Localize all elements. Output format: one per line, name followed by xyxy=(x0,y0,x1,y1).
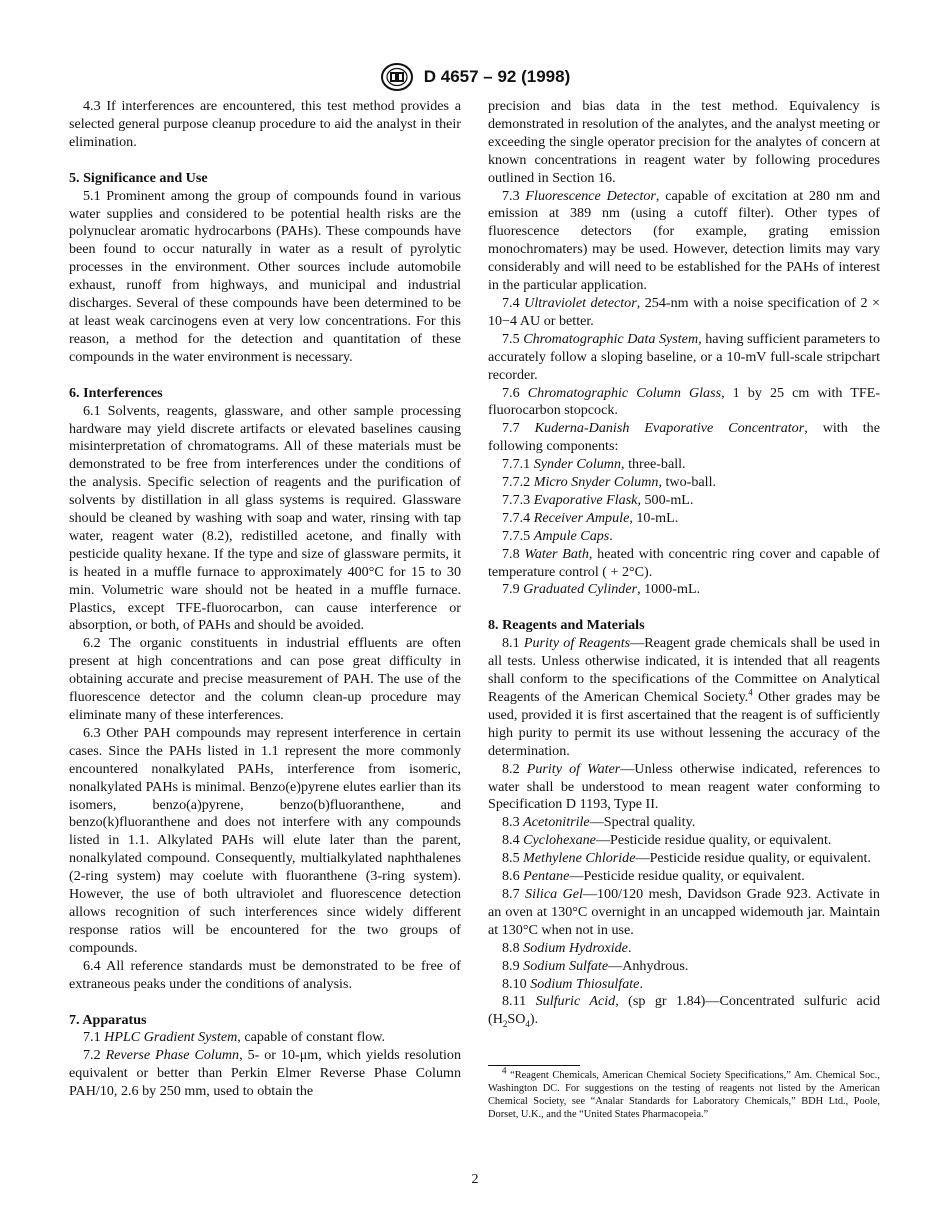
list-item: 8.8 Sodium Hydroxide. xyxy=(502,939,632,956)
page-header xyxy=(0,62,950,92)
paragraph-6-3: 6.3 Other PAH compounds may represent interference in certain cases. Since the PAHs listed in 1.1 represent the more commonly encountered nonalkylated PAHs, interference from isomeric, nonalkylated PAHs is minimal. Benzo(e)pyrene elutes earlier than its isomers, benzo(a)pyrene, benzo(b)fluoranthene, and benzo(k)fluoranthene and does not interfere with any compounds listed in 1.1. Alkylated PAHs will elute later than the parent, nonalkylated compound. Consequently, multialkylated naphthalenes (2-ring system) may coelute with fluoranthene (3-ring system). However, the use of both ultraviolet and fluorescence detection allows recognition of such interferences since widely different response ratios will be encountered for the two groups of compounds. xyxy=(69,724,461,956)
list-item: 8.3 Acetonitrile—Spectral quality. xyxy=(502,814,696,831)
list-item: 7.7.2 Micro Snyder Column, two-ball. xyxy=(502,474,717,491)
section-8-heading: 8. Reagents and Materials xyxy=(488,617,645,634)
page-number: 2 xyxy=(471,1172,479,1187)
left-column xyxy=(69,98,461,1101)
list-item: 7.4 Ultraviolet detector, 254-nm with a noise specification of 2 × 10−4 AU or better. xyxy=(488,294,881,329)
paragraph-4-3: 4.3 If interferences are encountered, this test method provides a selected general purpose cleanup procedure to aid the analyst in their elimination. xyxy=(69,98,461,150)
paragraph-7-2-continued: precision and bias data in the test method. Equivalency is demonstrated in resolution of the analytes, and the analyst meeting or exceeding the single operator precision for the analytes of concern at known concentrations in reagent water by following procedures outlined in Section 16. xyxy=(488,98,880,186)
footnote-4: $^4$ “Reagent Chemicals, American Chemical Society Specifications,” Am. Chemical Soc., Washington DC. For suggestions on the testing of reagents not listed by the American Chemical Society, see “Analar Standards for Laboratory Chemicals,” BDH Ltd., Poole, Dorset, U.K., and the “United States Pharmacopeia.” xyxy=(488,1065,880,1120)
list-item: 8.5 Methylene Chloride—Pesticide residue quality, or equivalent. xyxy=(502,850,871,867)
list-item: 8.10 Sodium Thiosulfate. xyxy=(502,975,643,992)
astm-logo-icon xyxy=(380,62,414,92)
list-item: 7.7 Kuderna-Danish Evaporative Concentrator, with the following components: xyxy=(488,420,880,455)
paragraph-7-2: 7.2 Reverse Phase Column, 5- or 10-μm, which yields resolution equivalent or better than Perkin Elmer Reverse Phase Column PAH/10, 2.6 by 250 mm, used to obtain the xyxy=(69,1047,461,1100)
list-item: 7.7.5 Ampule Caps. xyxy=(502,527,613,544)
paragraph-8-1: 8.1 Purity of Reagents—Reagent grade chemicals shall be used in all tests. Unless otherwise indicated, it is intended that all reagents shall conform to the specifications of the Committee on Analytical Reagents of the American Chemical Society.$^4$ Other grades may be used, provided it is first ascertained that the reagent is of sufficiently high purity to permit its use without lessening the accuracy of the determination. xyxy=(488,635,881,759)
list-item: 7.5 Chromatographic Data System, having sufficient parameters to accurately follow a sloping baseline, or a 10-mV full-scale stripchart recorder. xyxy=(488,330,880,383)
footnote-ref: 4 xyxy=(748,687,753,698)
list-item: 7.9 Graduated Cylinder, 1000-mL. xyxy=(502,581,701,598)
section-6-heading: 6. Interferences xyxy=(69,384,163,401)
list-item: 7.7.4 Receiver Ampule, 10-mL. xyxy=(502,509,679,526)
reagents-list xyxy=(488,761,880,994)
list-item: 8.4 Cyclohexane—Pesticide residue quality, or equivalent. xyxy=(502,832,832,849)
list-item: 8.2 Purity of Water—Unless otherwise indicated, references to water shall be understood to mean reagent water conforming to Specification D 1193, Type II. xyxy=(488,760,881,813)
list-item: 7.7.1 Synder Column, three-ball. xyxy=(502,456,686,473)
list-item: 8.7 Silica Gel—100/120 mesh, Davidson Grade 923. Activate in an oven at 130°C overnight in an uncapped widemouth jar. Maintain at 130°C when not in use. xyxy=(488,885,880,938)
list-item: 7.3 Fluorescence Detector, capable of excitation at 280 nm and emission at 389 nm (using a cutoff filter). Other types of fluorescence detectors (for example, grating emission monochromaters) may be used. However, detection limits may vary considerably and will need to be established for the PAHs of interest in the particular application. xyxy=(488,187,880,294)
right-column xyxy=(488,98,880,1121)
list-item: 8.6 Pentane—Pesticide residue quality, or equivalent. xyxy=(502,868,805,885)
paragraph-7-1: 7.1 HPLC Gradient System, capable of constant flow. xyxy=(83,1029,386,1046)
document-designation: D 4657 – 92 (1998) xyxy=(423,67,571,86)
list-item: 7.6 Chromatographic Column Glass, 1 by 25 cm with TFE-fluorocarbon stopcock. xyxy=(488,384,881,419)
paragraph-5-1: 5.1 Prominent among the group of compounds found in various water supplies and considered to be potential health risks are the polynuclear aromatic hydrocarbons (PAHs). These compounds have been found to occur naturally in water as a result of pyrolytic processes in the environment. Other sources include automobile exhaust, runoff from highways, and municipal and industrial discharges. Several of these compounds have been determined to be at least weak carcinogens even at very low concentrations. For this reason, a method for the detection and quantitation of these compounds in the water environment is necessary. xyxy=(69,187,461,365)
list-item: 8.9 Sodium Sulfate—Anhydrous. xyxy=(502,957,689,974)
section-5-heading: 5. Significance and Use xyxy=(69,169,208,186)
list-item: 7.7.3 Evaporative Flask, 500-mL. xyxy=(502,491,694,508)
list-item: 7.8 Water Bath, heated with concentric ring cover and capable of temperature control ( + 2°C). xyxy=(488,545,880,580)
section-7-heading: 7. Apparatus xyxy=(69,1011,147,1028)
paragraph-6-4: 6.4 All reference standards must be demonstrated to be free of extraneous peaks under the conditions of analysis. xyxy=(69,957,461,992)
apparatus-list xyxy=(488,188,880,600)
paragraph-6-2: 6.2 The organic constituents in industrial effluents are often present at high concentrations and can pose great difficulty in obtaining accurate and precise measurement of PAH. The use of the fluorescence detector and the column clean-up procedure may eliminate many of these interferences. xyxy=(69,635,461,723)
paragraph-6-1: 6.1 Solvents, reagents, glassware, and other sample processing hardware may yield discrete artifacts or elevated baselines causing misinterpretation of chromatograms. All of these materials must be demonstrated to be free from interferences under the conditions of the analysis. Specific selection of reagents and the purification of solvents by distillation in all glass systems is required. Glassware should be cleaned by washing with soap and water, rinsing with tap water, reagent water (8.2), redistilled acetone, and finally with pesticide quality hexane. If the type and size of glassware permits, it is heated in a muffle furnace to approximately 400°C for 15 to 30 min. Volumetric ware should not be heated in a muffle furnace. Plastics, except TFE-fluorocarbon, can cause interference or absorption, or both, of PAHs and should be avoided. xyxy=(69,402,461,634)
paragraph-8-11: 8.11 Sulfuric Acid, (sp gr 1.84)—Concentrated sulfuric acid $(H_2SO_4)$. xyxy=(488,993,880,1030)
